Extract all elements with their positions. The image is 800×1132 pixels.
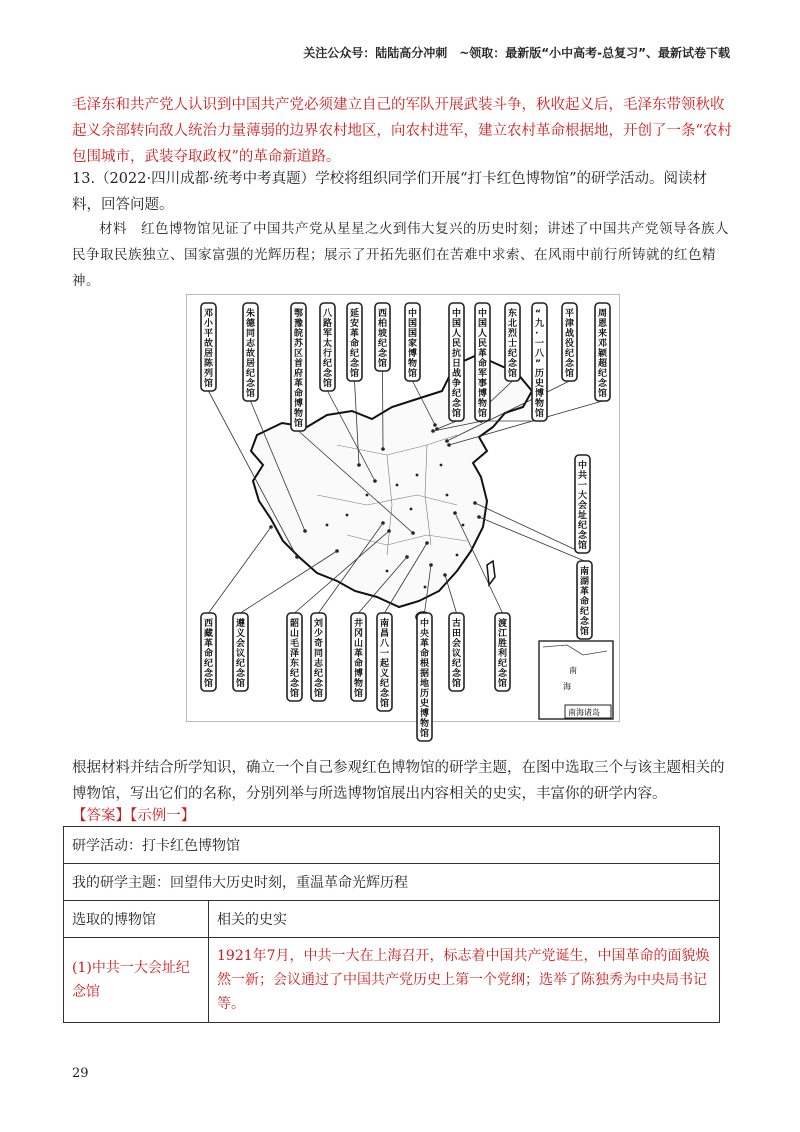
china-map-svg xyxy=(187,295,619,739)
top-label-2-char: 命 xyxy=(294,389,304,399)
top-label-4-char: 命 xyxy=(350,339,360,349)
top-label-1-char: 德 xyxy=(246,319,256,329)
right-label-1-char: 革 xyxy=(580,587,590,597)
bottom-label-6-char: 根 xyxy=(420,659,430,669)
right-label-1 xyxy=(577,561,592,639)
bottom-label-1-char: 会 xyxy=(236,639,246,649)
material-text: 材料 红色博物馆见证了中国共产党从星星之火到伟大复兴的历史时刻；讲述了中国共产党领导各族人民争取民族独立、国家富强的光辉历程；展示了开拓先驱们在苦难中求索、在风雨中前行所铸就的红色精神。 xyxy=(72,221,729,289)
top-label-7-char: 争 xyxy=(452,379,462,389)
right-label-1-char: 湖 xyxy=(580,577,590,587)
top-label-7-char: 国 xyxy=(452,319,462,329)
right-label-1-leader xyxy=(479,517,588,561)
right-label-0-char: 馆 xyxy=(578,541,588,551)
right-label-0-char: 大 xyxy=(578,491,588,501)
top-label-10-char: · xyxy=(535,329,539,339)
top-label-10-char: 博 xyxy=(535,389,545,399)
top-label-10-char: “ xyxy=(535,309,541,319)
city-dot xyxy=(456,554,459,557)
top-label-6-char: 馆 xyxy=(408,369,418,379)
top-label-2-char: 皖 xyxy=(294,329,304,339)
right-label-1-char: 念 xyxy=(580,617,590,627)
top-label-1-char: 故 xyxy=(246,349,256,359)
city-dot xyxy=(386,570,389,573)
top-label-6-char: 家 xyxy=(408,339,418,349)
bottom-label-2-char: 念 xyxy=(290,679,300,689)
right-label-0-char: 会 xyxy=(578,501,588,511)
top-label-11 xyxy=(562,303,577,381)
top-label-2-char: 豫 xyxy=(294,319,304,329)
top-label-5-char: 西 xyxy=(378,309,388,319)
top-label-6-char: 中 xyxy=(408,309,418,319)
bottom-label-2-char: 纪 xyxy=(290,669,300,679)
top-label-12-char: 邓 xyxy=(598,339,608,349)
bottom-label-4-char: 山 xyxy=(354,639,364,649)
bottom-label-1-char: 遵 xyxy=(236,619,246,629)
answer-table xyxy=(63,826,720,1023)
top-label-7 xyxy=(449,303,464,421)
city-dot xyxy=(446,494,449,497)
bottom-label-6-char: 馆 xyxy=(420,729,430,739)
top-label-10-char: 九 xyxy=(535,319,545,329)
bottom-label-6-char: 地 xyxy=(420,679,430,689)
bottom-label-5 xyxy=(377,613,392,711)
top-label-7-char: 民 xyxy=(452,339,462,349)
top-label-4-char: 安 xyxy=(350,319,360,329)
inset-label-hai: 海 xyxy=(563,682,571,691)
bottom-label-6-char: 史 xyxy=(420,699,430,709)
city-dot xyxy=(346,514,349,517)
bottom-label-7-char: 纪 xyxy=(452,659,462,669)
bottom-label-0-char: 馆 xyxy=(204,679,214,689)
top-label-8-char: 人 xyxy=(478,329,488,339)
bottom-label-3-char: 馆 xyxy=(314,689,324,699)
top-label-12-char: 馆 xyxy=(598,389,608,399)
row1-fact: 1921年7月，中共一大在上海召开，标志着中国共产党诞生，中国革命的面貌焕然一新；会议通过了中国共产党历史上第一个党纲；选举了陈独秀为中央局书记等。 xyxy=(209,938,720,1023)
col-header-fact: 相关的史实 xyxy=(209,901,720,938)
city-dot xyxy=(326,524,329,527)
top-label-2-char: 物 xyxy=(294,409,304,419)
bottom-label-1 xyxy=(233,613,248,691)
right-label-0-leader xyxy=(475,503,583,553)
bottom-label-6-char: 物 xyxy=(420,719,430,729)
top-label-8-char: 中 xyxy=(478,309,488,319)
bottom-label-2-char: 东 xyxy=(290,659,300,669)
top-label-8-char: 事 xyxy=(478,379,488,389)
bottom-label-5-char: 起 xyxy=(380,659,390,669)
top-label-4-char: 纪 xyxy=(350,349,360,359)
page-header: 关注公众号：陆陆高分冲刺 ~领取：最新版“小中高考-总复习”、最新试卷下载 xyxy=(303,46,730,60)
bottom-label-6-char: 据 xyxy=(420,669,430,679)
top-label-3-char: 太 xyxy=(323,339,333,349)
top-label-0-char: 陈 xyxy=(204,359,214,369)
top-label-2 xyxy=(291,303,306,431)
top-label-7-char: 馆 xyxy=(452,409,462,419)
bottom-label-5-char: 义 xyxy=(380,669,390,679)
bottom-label-5-char: 一 xyxy=(380,649,390,659)
inset-caption: 南海诸岛 xyxy=(568,708,600,717)
top-label-0-char: 故 xyxy=(204,339,214,349)
bottom-label-0-char: 纪 xyxy=(204,659,214,669)
bottom-label-1-char: 馆 xyxy=(236,679,246,689)
taiwan-outline xyxy=(487,561,495,585)
bottom-label-4-char: 命 xyxy=(354,659,364,669)
top-label-8-char: 命 xyxy=(478,359,488,369)
bottom-label-8 xyxy=(495,613,510,691)
right-label-1-char: 纪 xyxy=(580,607,590,617)
bottom-label-3-char: 奇 xyxy=(314,639,324,649)
top-label-7-char: 念 xyxy=(452,399,462,409)
bottom-label-0-char: 命 xyxy=(204,649,214,659)
top-label-0-char: 邓 xyxy=(204,309,214,319)
top-label-12-char: 纪 xyxy=(598,369,608,379)
answer-label: 【答案】【示例一】 xyxy=(72,808,196,824)
bottom-label-4 xyxy=(351,613,366,701)
top-label-3-char: 馆 xyxy=(323,379,333,389)
bottom-label-0-char: 西 xyxy=(204,619,214,629)
top-label-7-char: 日 xyxy=(452,359,462,369)
top-label-11-char: 馆 xyxy=(565,369,575,379)
top-label-7-char: 抗 xyxy=(452,349,462,359)
top-label-5-leader xyxy=(383,371,384,449)
top-label-6-char: 国 xyxy=(408,329,418,339)
bottom-label-5-char: 八 xyxy=(380,639,390,649)
bottom-label-6-char: 博 xyxy=(420,709,430,719)
right-label-1-char: 命 xyxy=(580,597,590,607)
top-label-10-char: 物 xyxy=(535,399,545,409)
top-label-5-char: 念 xyxy=(378,349,388,359)
top-label-3-char: 军 xyxy=(323,329,333,339)
bottom-label-3-char: 念 xyxy=(314,679,324,689)
top-label-8-char: 博 xyxy=(478,389,488,399)
top-label-5-char: 坡 xyxy=(378,329,388,339)
bottom-label-2-char: 馆 xyxy=(290,689,300,699)
right-label-0 xyxy=(575,455,590,553)
inset-label-nan: 南 xyxy=(569,666,577,675)
bottom-label-0-char: 念 xyxy=(204,669,214,679)
top-label-0-char: 居 xyxy=(204,349,214,359)
bottom-label-8-char: 念 xyxy=(498,669,508,679)
top-label-1-char: 同 xyxy=(246,329,256,339)
top-label-4-char: 念 xyxy=(350,359,360,369)
top-label-1-char: 念 xyxy=(246,379,256,389)
bottom-label-4-char: 博 xyxy=(354,669,364,679)
top-label-7-char: 人 xyxy=(452,329,462,339)
col-header-museum: 选取的博物馆 xyxy=(64,901,209,938)
top-label-12-char: 颖 xyxy=(598,349,608,359)
bottom-label-1-char: 义 xyxy=(236,629,246,639)
question-13 xyxy=(72,166,732,218)
top-label-12-char: 恩 xyxy=(598,319,608,329)
right-label-0-char: 念 xyxy=(578,531,588,541)
bottom-label-2-char: 山 xyxy=(290,629,300,639)
top-label-3-char: 纪 xyxy=(323,359,333,369)
top-label-2-char: 苏 xyxy=(294,339,304,349)
bottom-label-1-char: 念 xyxy=(236,669,246,679)
bottom-label-6-char: 历 xyxy=(420,689,430,699)
bottom-label-3-char: 纪 xyxy=(314,669,324,679)
top-label-0 xyxy=(201,303,216,391)
city-dot xyxy=(396,484,399,487)
top-label-10-char: 历 xyxy=(535,369,545,379)
theme-cell: 我的研学主题：回望伟大历史时刻，重温革命光辉历程 xyxy=(64,864,720,901)
top-label-10 xyxy=(532,303,547,421)
row1-museum: (1)中共一大会址纪念馆 xyxy=(64,938,209,1023)
top-label-8-char: 物 xyxy=(478,399,488,409)
bottom-label-3-char: 少 xyxy=(314,629,324,639)
bottom-label-2-char: 韶 xyxy=(290,619,300,629)
bottom-label-8-char: 胜 xyxy=(498,639,508,649)
top-label-12-char: 超 xyxy=(598,359,608,369)
top-label-3-char: 行 xyxy=(323,349,333,359)
bottom-label-4-char: 革 xyxy=(354,649,364,659)
bottom-label-4-char: 物 xyxy=(354,679,364,689)
right-label-1-char: 南 xyxy=(580,567,590,577)
top-label-4 xyxy=(347,303,362,381)
bottom-label-3-char: 志 xyxy=(314,659,324,669)
bottom-label-6-char: 中 xyxy=(420,619,430,629)
city-dot xyxy=(424,586,427,589)
top-label-10-char: 馆 xyxy=(535,409,545,419)
top-label-6-char: 国 xyxy=(408,319,418,329)
top-label-12-char: 来 xyxy=(598,329,608,339)
city-dot xyxy=(366,494,369,497)
top-label-8-char: 军 xyxy=(478,369,488,379)
top-label-6-char: 物 xyxy=(408,359,418,369)
question-number: 13. xyxy=(72,171,96,187)
top-label-11-char: 战 xyxy=(565,329,575,339)
top-label-1-char: 朱 xyxy=(246,309,256,319)
top-label-1-char: 志 xyxy=(246,339,256,349)
top-label-7-char: 中 xyxy=(452,309,462,319)
top-label-1 xyxy=(243,303,258,401)
top-label-9-char: 东 xyxy=(508,309,518,319)
top-label-0-char: 列 xyxy=(204,369,214,379)
top-label-1-char: 馆 xyxy=(246,389,256,399)
top-label-10-char: 史 xyxy=(535,379,545,389)
top-label-10-char: ” xyxy=(535,359,541,369)
red-museum-map xyxy=(186,294,620,739)
top-label-6 xyxy=(405,303,420,381)
top-label-4-char: 革 xyxy=(350,329,360,339)
top-label-3 xyxy=(320,303,335,391)
bottom-label-7 xyxy=(449,613,464,691)
right-label-0-char: 址 xyxy=(578,511,588,521)
top-label-9-char: 馆 xyxy=(508,369,518,379)
top-label-12-char: 周 xyxy=(598,309,608,319)
right-label-0-char: 一 xyxy=(578,481,588,491)
top-label-11-char: 平 xyxy=(565,309,575,319)
top-label-11-char: 役 xyxy=(565,339,575,349)
bottom-label-7-char: 会 xyxy=(452,639,462,649)
bottom-label-2-char: 毛 xyxy=(290,639,300,649)
top-label-2-char: 区 xyxy=(294,349,304,359)
bottom-label-7-char: 田 xyxy=(452,629,462,639)
top-label-3-char: 路 xyxy=(323,319,333,329)
top-label-8-char: 馆 xyxy=(478,409,488,419)
top-label-11-char: 念 xyxy=(565,359,575,369)
top-label-10-char: 一 xyxy=(535,339,545,349)
intro-answer-text: 毛泽东和共产党人认识到中国共产党必须建立自己的军队开展武装斗争，秋收起义后，毛泽东带领秋收起义余部转向敌人统治力量薄弱的边界农村地区，向农村进军，建立农村革命根据地，开创了一条“农村包围城市，武装夺取政权”的革命新道路。 xyxy=(72,97,732,165)
top-label-4-char: 延 xyxy=(350,309,360,319)
bottom-label-5-char: 南 xyxy=(380,619,390,629)
bottom-label-1-char: 议 xyxy=(236,649,246,659)
top-label-9-char: 念 xyxy=(508,359,518,369)
bottom-label-4-char: 馆 xyxy=(354,689,364,699)
top-label-2-char: 馆 xyxy=(294,419,304,429)
top-label-8-char: 国 xyxy=(478,319,488,329)
bottom-label-6-char: 革 xyxy=(420,639,430,649)
right-label-0-char: 中 xyxy=(578,461,588,471)
bottom-label-5-char: 昌 xyxy=(380,629,390,639)
top-label-12-char: 念 xyxy=(598,379,608,389)
top-label-9-char: 士 xyxy=(508,339,518,349)
top-label-0-char: 小 xyxy=(204,319,214,329)
top-label-0-char: 馆 xyxy=(204,379,214,389)
top-label-11-char: 纪 xyxy=(565,349,575,359)
top-label-5-char: 纪 xyxy=(378,339,388,349)
activity-cell: 研学活动：打卡红色博物馆 xyxy=(64,827,720,864)
top-label-5-char: 柏 xyxy=(378,319,388,329)
city-dot xyxy=(416,474,419,477)
bottom-label-3 xyxy=(311,613,326,701)
bottom-label-6-char: 央 xyxy=(420,629,430,639)
question-text: 学校将组织同学们开展“打卡红色博物馆”的研学活动。阅读材料，回答问题。 xyxy=(72,171,708,213)
top-label-8-char: 革 xyxy=(478,349,488,359)
top-label-8 xyxy=(475,303,490,421)
bottom-label-7-char: 古 xyxy=(452,619,462,629)
bottom-label-8-char: 渡 xyxy=(498,619,508,629)
top-label-7-char: 战 xyxy=(452,369,462,379)
top-label-1-char: 纪 xyxy=(246,369,256,379)
bottom-label-0 xyxy=(201,613,216,691)
right-label-1-char: 馆 xyxy=(580,627,590,637)
bottom-label-0-char: 藏 xyxy=(204,629,214,639)
bottom-label-7-char: 念 xyxy=(452,669,462,679)
city-dot xyxy=(410,508,413,511)
right-label-0-char: 共 xyxy=(578,471,588,481)
bottom-label-5-char: 念 xyxy=(380,689,390,699)
top-label-3-char: 念 xyxy=(323,369,333,379)
task-text: 根据材料并结合所学知识，确立一个自己参观红色博物馆的研学主题，在图中选取三个与该主题相关的博物馆，写出它们的名称，分别列举与所选博物馆展出内容相关的史实，丰富你的研学内容。 xyxy=(72,760,725,802)
bottom-label-7-leader xyxy=(445,575,457,613)
bottom-label-7-char: 议 xyxy=(452,649,462,659)
top-label-4-char: 馆 xyxy=(350,369,360,379)
bottom-label-8-char: 纪 xyxy=(498,659,508,669)
bottom-label-8-char: 馆 xyxy=(498,679,508,689)
top-label-2-char: 府 xyxy=(294,369,304,379)
city-dot xyxy=(440,464,443,467)
top-label-2-char: 鄂 xyxy=(294,309,304,319)
top-label-3-char: 八 xyxy=(323,309,333,319)
top-label-1-char: 居 xyxy=(246,359,256,369)
bottom-label-1-leader xyxy=(241,551,338,613)
bottom-label-0-char: 革 xyxy=(204,639,214,649)
bottom-label-8-char: 利 xyxy=(498,649,508,659)
top-label-9-char: 烈 xyxy=(508,329,518,339)
page-number: 29 xyxy=(72,1066,89,1081)
bottom-label-2 xyxy=(287,613,302,701)
bottom-label-3-char: 同 xyxy=(314,649,324,659)
top-label-0-char: 平 xyxy=(204,329,214,339)
bottom-label-3-char: 刘 xyxy=(314,619,324,629)
bottom-label-7-char: 馆 xyxy=(452,679,462,689)
bottom-label-1-char: 纪 xyxy=(236,659,246,669)
city-dot xyxy=(462,524,465,527)
top-label-6-char: 博 xyxy=(408,349,418,359)
bottom-label-6 xyxy=(417,613,432,741)
top-label-11-char: 津 xyxy=(565,319,575,329)
bottom-label-2-char: 泽 xyxy=(290,649,300,659)
top-label-8-char: 民 xyxy=(478,339,488,349)
bottom-label-6-char: 命 xyxy=(420,649,430,659)
top-label-2-char: 博 xyxy=(294,399,304,409)
question-source: （2022·四川成都·统考中考真题） xyxy=(95,171,316,187)
bottom-label-5-char: 馆 xyxy=(380,699,390,709)
bottom-label-5-char: 纪 xyxy=(380,679,390,689)
bottom-label-4-char: 井 xyxy=(354,619,364,629)
top-label-9 xyxy=(505,303,520,381)
top-label-7-char: 纪 xyxy=(452,389,462,399)
bottom-label-8-char: 江 xyxy=(498,629,508,639)
bottom-label-4-char: 冈 xyxy=(354,629,364,639)
top-label-2-char: 首 xyxy=(294,359,304,369)
south-china-sea-inset xyxy=(539,641,613,719)
top-label-5 xyxy=(375,303,390,371)
bottom-label-0-leader xyxy=(209,527,272,613)
top-label-10-char: 八 xyxy=(535,349,545,359)
right-label-0-char: 纪 xyxy=(578,521,588,531)
top-label-2-char: 革 xyxy=(294,379,304,389)
top-label-9-char: 纪 xyxy=(508,349,518,359)
top-label-5-char: 馆 xyxy=(378,359,388,369)
top-label-9-char: 北 xyxy=(508,319,518,329)
top-label-12 xyxy=(595,303,610,401)
